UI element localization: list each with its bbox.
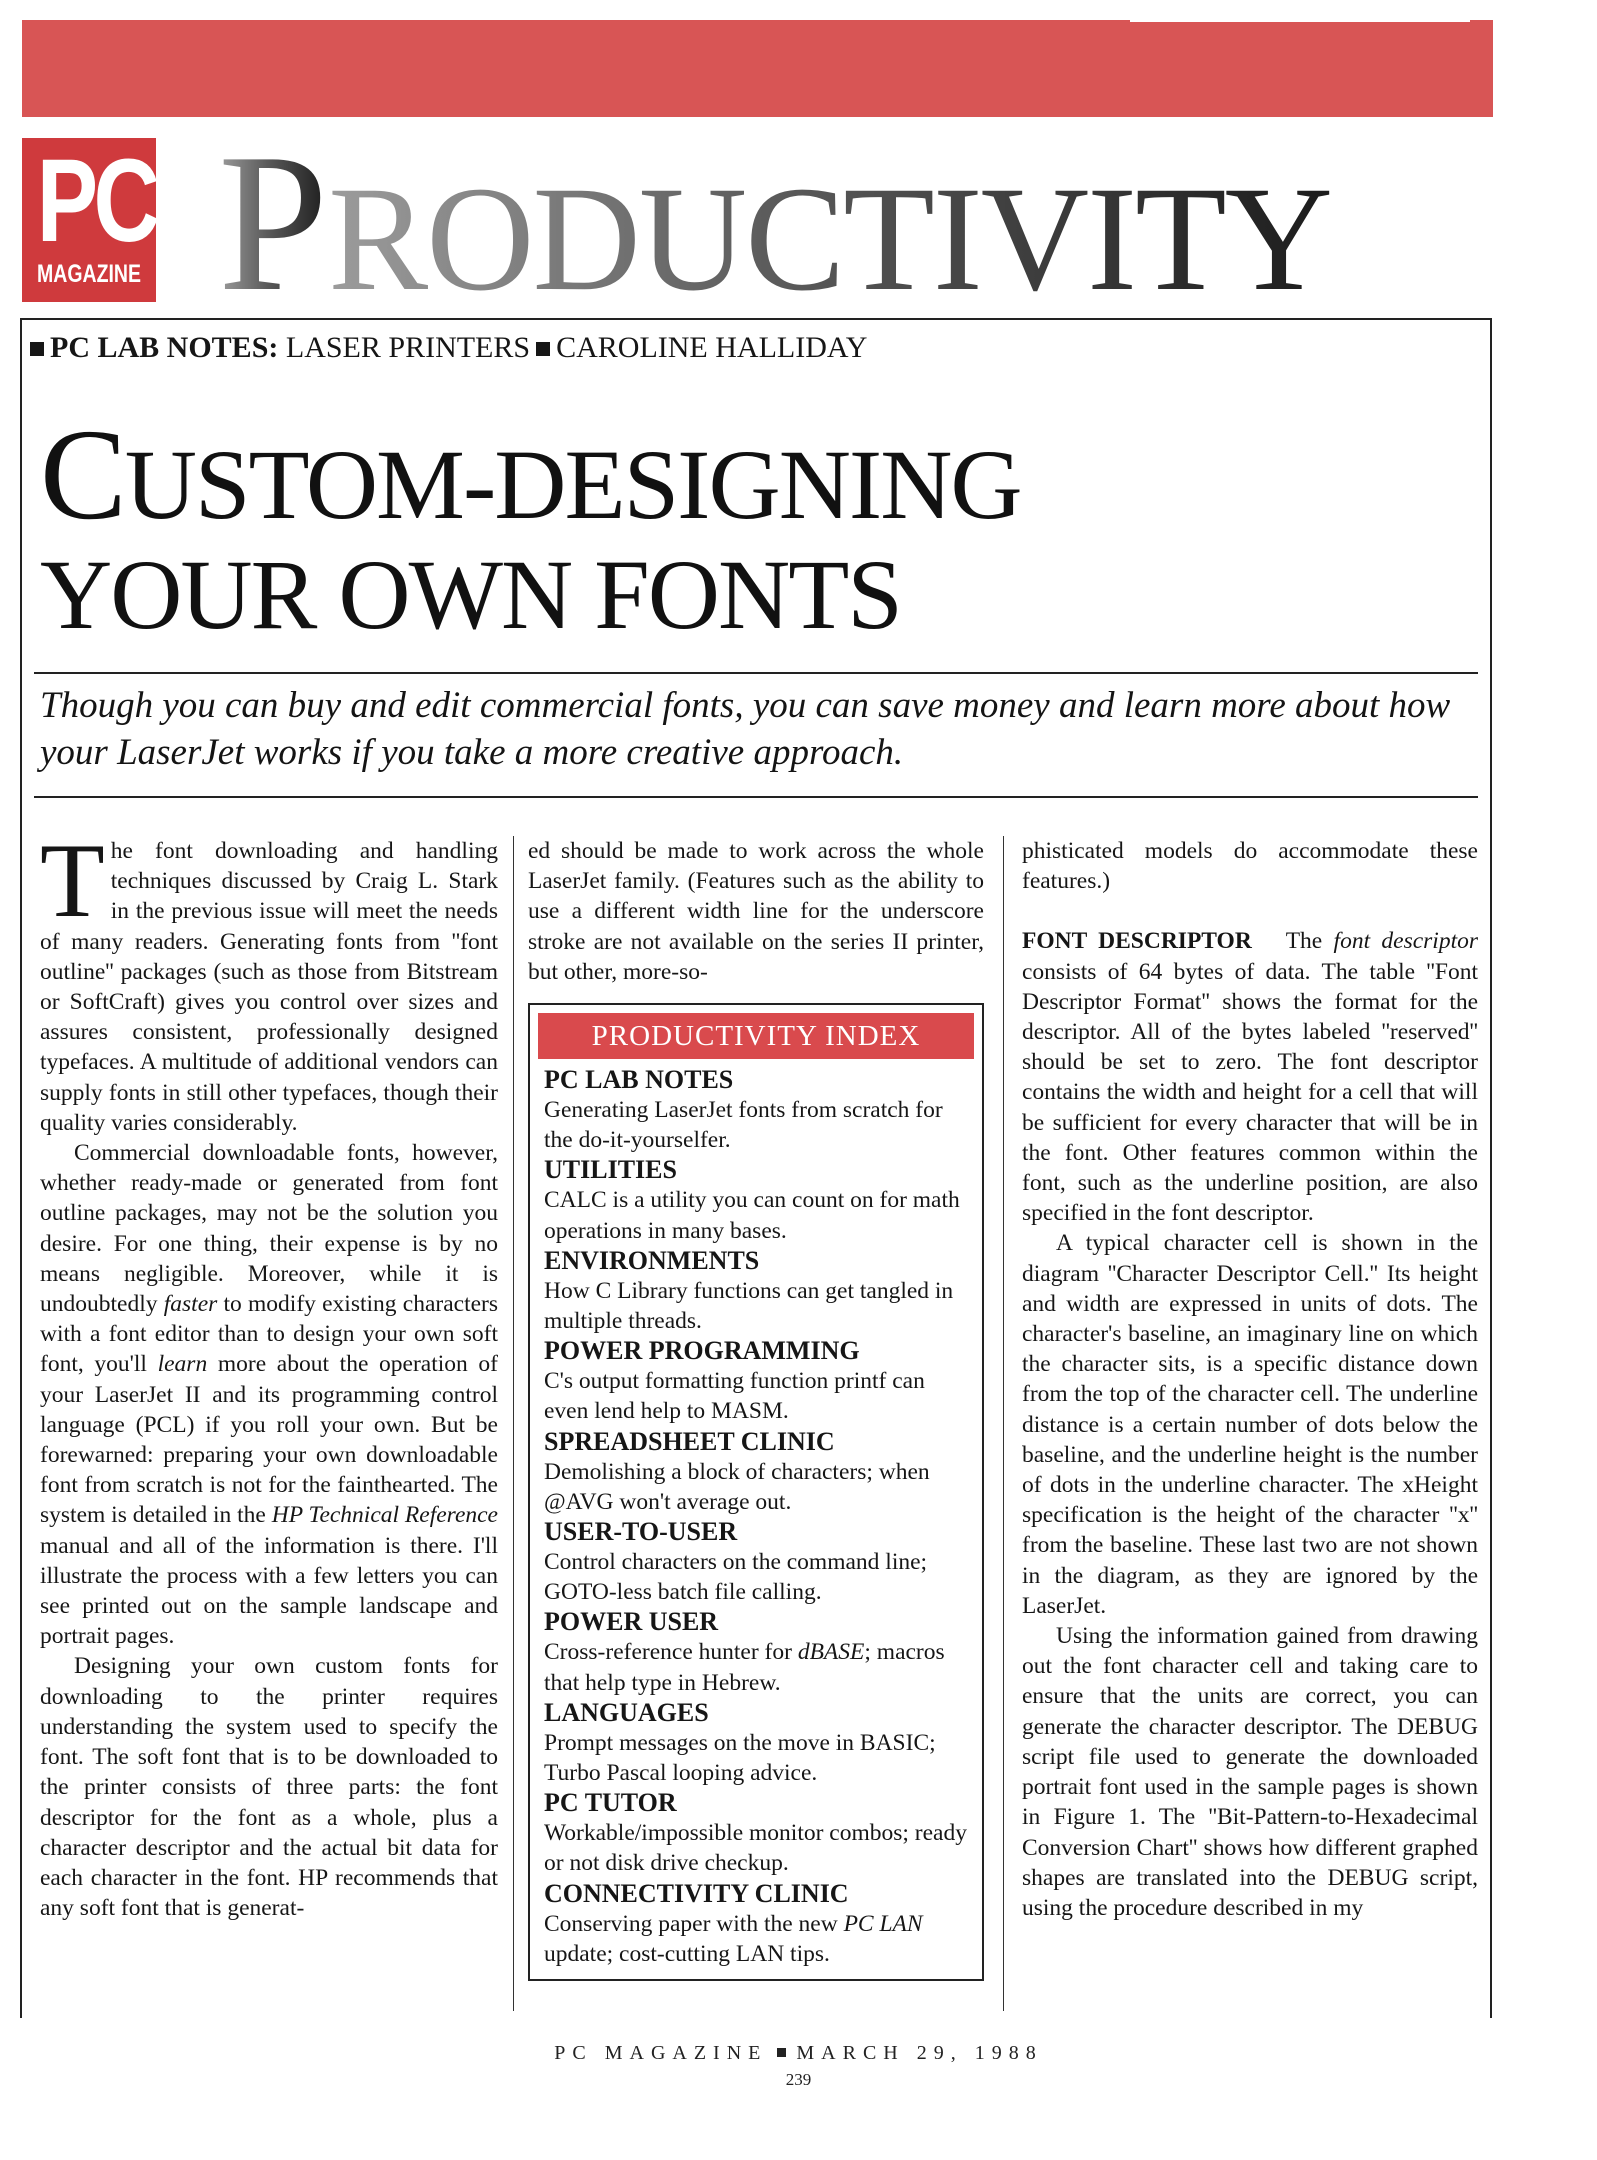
- article-headline: [40, 403, 1021, 650]
- font-descriptor-text-a: The: [1285, 928, 1334, 955]
- banner-rest: RODUCTIVITY: [328, 156, 1332, 322]
- paragraph-2-emphasis-2: learn: [157, 1351, 208, 1378]
- index-description: [544, 1637, 968, 1697]
- paragraph-debug-script: Using the information gained from drawing out the font character cell and taking care to ensure that the units are correct, you can generate the character descriptor. The DEBUG script file used to generate the downloaded portrait font used in the sample pages is shown in Figure 1. The ''Bit-Pattern-to-Hexadecimal Conversion Chart'' shows how different graphed shapes are translated into the DEBUG script, using the procedure described in my: [1022, 1623, 1478, 1921]
- index-category: CONNECTIVITY CLINIC: [544, 1878, 849, 1908]
- bullet-square: [30, 342, 44, 356]
- deck-top-rule: [34, 672, 1478, 674]
- paragraph-2-text-c: more about the operation of your LaserJet II and its programming control language (PCL) if you roll your own. But be forewarned: preparing your own downloadable font from scratch is not for the fainthearted. The system is detailed in the: [40, 1351, 498, 1529]
- index-description: Generating LaserJet fonts from scratch for the do-it-yourselfer.: [544, 1097, 943, 1154]
- column-rule-2: [1003, 836, 1004, 2011]
- headline-line-1: [40, 403, 1021, 547]
- font-descriptor-paragraph: [1022, 926, 1478, 1228]
- index-category: POWER USER: [544, 1607, 719, 1637]
- index-description-text: Conserving paper with the new: [544, 1910, 844, 1937]
- logo-magazine-text: MAGAZINE: [36, 260, 141, 288]
- footer-date: MARCH 29, 1988: [796, 2042, 1043, 2064]
- section-banner: [218, 113, 1480, 332]
- paragraph-2-text-a: Commercial downloadable fonts, however, whether ready-made or generated from font outline packages, may not be the solution you desire. For one thing, their expense is by no means negligible. Moreover, while it is undoubtedly: [40, 1140, 498, 1318]
- index-category: PC LAB NOTES: [544, 1065, 734, 1095]
- pc-magazine-logo: [22, 135, 156, 302]
- article-column-1: [40, 836, 498, 2011]
- paragraph-3: Designing your own custom fonts for downloading to the printer requires understanding the system used to specify the font. The soft font that is to be downloaded to the printer consists of three parts: the font descriptor for the font as a whole, plus a character descriptor and the actual bit data for each character in the font. HP recommends that any soft font that is generat-: [40, 1653, 498, 1922]
- headline-line-2: YOUR OWN FONTS: [40, 539, 901, 650]
- index-description: C's output formatting function printf can even lend help to MASM.: [544, 1368, 925, 1425]
- article-column-3: [1022, 836, 1478, 2011]
- bullet-square: [536, 342, 550, 356]
- deck-bottom-rule: [34, 796, 1478, 798]
- headline-line-1-text: USTOM-DESIGNING: [124, 429, 1021, 540]
- index-category: POWER PROGRAMMING: [544, 1336, 860, 1366]
- index-description: How C Library functions can get tangled in multiple threads.: [544, 1277, 954, 1335]
- subhead-font-descriptor: FONT DESCRIPTOR: [1022, 928, 1252, 955]
- paragraph-2-text-d: manual and all of the information is there. I'll illustrate the process with a few letters you can see printed out on the sample landscape and portrait pages.: [40, 1532, 498, 1650]
- paragraph-2-text-b: to modify existing characters with a font editor than to design your own soft font, you'll: [40, 1291, 498, 1378]
- index-description-text: Cross-reference hunter for: [544, 1639, 798, 1666]
- headline-cap: C: [40, 403, 125, 547]
- index-list: [530, 1065, 982, 1969]
- index-description: Control characters on the command line; GOTO-less batch file calling.: [544, 1549, 928, 1606]
- index-description: Workable/impossible monitor combos; ready or not disk drive checkup.: [544, 1820, 967, 1877]
- index-description-emphasis: PC LAN: [843, 1910, 923, 1937]
- index-category: LANGUAGES: [544, 1697, 709, 1727]
- banner-initial: P: [218, 113, 329, 332]
- kicker-author: CAROLINE HALLIDAY: [556, 331, 868, 364]
- index-category: PC TUTOR: [544, 1788, 677, 1818]
- paragraph-2: [40, 1138, 498, 1651]
- article-column-2: [528, 836, 984, 2011]
- index-category: SPREADSHEET CLINIC: [544, 1426, 835, 1456]
- index-description: Prompt messages on the move in BASIC; Turbo Pascal looping advice.: [544, 1729, 936, 1787]
- page-number: 239: [785, 2070, 812, 2089]
- kicker-topic: LASER PRINTERS: [285, 331, 531, 364]
- index-description: CALC is a utility you can count on for math operations in many bases.: [544, 1187, 960, 1244]
- index-category: UTILITIES: [544, 1155, 677, 1185]
- paragraph-1: [40, 836, 498, 1138]
- column-rule-1: [513, 836, 514, 2011]
- logo-pc-text: PC: [36, 135, 156, 267]
- article-deck: Though you can buy and edit commercial fonts, you can save money and learn more about how your LaserJet works if you take a more creative approach.: [40, 685, 1451, 773]
- index-title: PRODUCTIVITY INDEX: [538, 1013, 974, 1059]
- paragraph-character-cell: A typical character cell is shown in the diagram ''Character Descriptor Cell.'' Its height and width are expressed in units of dots. The character's baseline, an imaginary line on which the character sits, is a specific distance down from the top of the character cell. The underline distance is a certain number of dots below the baseline, and the underline height is the number of dots in the underline character. The xHeight specification is the height of the character ''x'' from the baseline. These last two are not shown in the diagram, as they are ignored by the LaserJet.: [1022, 1230, 1478, 1619]
- font-descriptor-emphasis: font descriptor: [1333, 928, 1478, 955]
- footer-bullet: [777, 2048, 786, 2057]
- column-3-paragraph-1: phisticated models do accommodate these features.): [1022, 838, 1478, 895]
- index-description: [544, 1909, 968, 1969]
- index-category: USER-TO-USER: [544, 1517, 738, 1547]
- paragraph-1-text: he font downloading and handling techniques discussed by Craig L. Stark in the previous issue will meet the needs of many readers. Generating fonts from ''font outline'' packages (such as those from Bitstream or SoftCraft) gives you control over sizes and assures consistent, professionally designed typefaces. A multitude of additional vendors can supply fonts in still other typefaces, though their quality varies considerably.: [40, 838, 498, 1136]
- paragraph-2-emphasis-3: HP Technical Reference: [271, 1502, 498, 1529]
- font-descriptor-text-b: consists of 64 bytes of data. The table ''Font Descriptor Format'' shows the format for the descriptor. All of the bytes labeled ''reserved'' should be set to zero. The font descriptor contains the width and height for a cell that will be sufficient for every character that will be in the font. Other features common within the font, such as the underline position, are also specified in the font descriptor.: [1022, 958, 1478, 1227]
- kicker-section: PC LAB NOTES:: [50, 331, 279, 364]
- index-description-text: ; macros that help type in Hebrew.: [544, 1639, 945, 1696]
- red-band-notch: [1130, 8, 1470, 22]
- index-category: ENVIRONMENTS: [544, 1245, 760, 1275]
- productivity-index-box: [528, 1003, 984, 1981]
- index-description-emphasis: dBASE: [797, 1639, 865, 1666]
- index-description: Demolishing a block of characters; when @AVG won't average out.: [544, 1458, 930, 1515]
- drop-cap: T: [40, 836, 105, 939]
- column-2-paragraph: ed should be made to work across the whole LaserJet family. (Features such as the ability to use a different width line for the underscore stroke are not available on the series II printer, but other, more-so-: [528, 838, 984, 985]
- footer-magazine: PC MAGAZINE: [554, 2042, 768, 2064]
- kicker-line: [24, 330, 867, 366]
- page-footer: [0, 2042, 1597, 2065]
- paragraph-2-emphasis-1: faster: [163, 1291, 218, 1318]
- top-red-band: [22, 20, 1493, 117]
- index-description-text: update; cost-cutting LAN tips.: [544, 1940, 830, 1967]
